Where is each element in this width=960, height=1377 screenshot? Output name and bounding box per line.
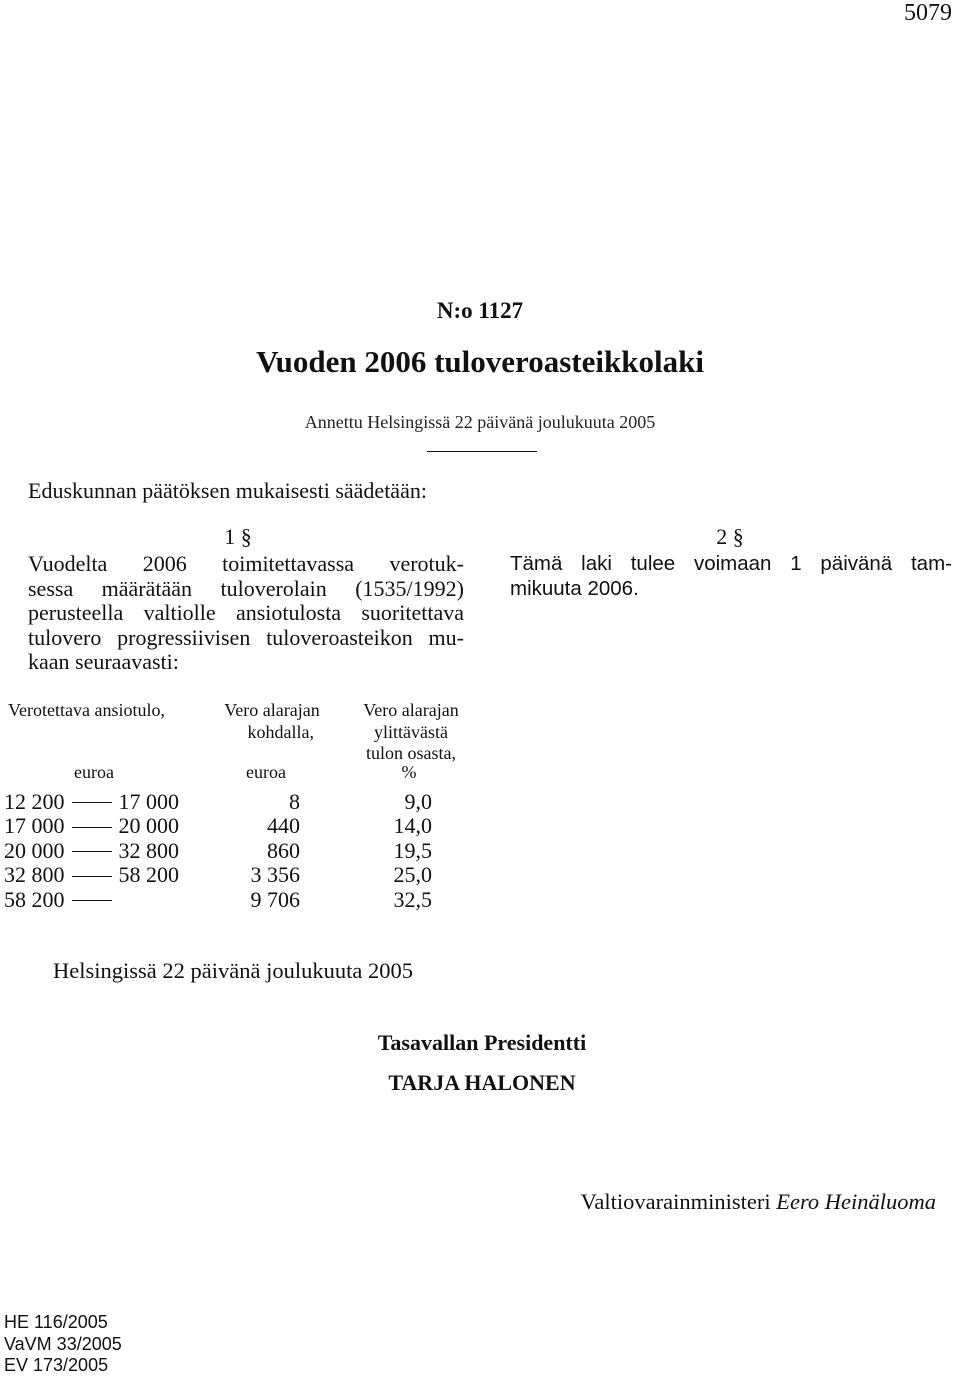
section-2-line: mikuuta 2006. <box>510 576 639 600</box>
section-1-line: tulovero progressiivisen tuloveroasteikon mu- <box>28 624 464 650</box>
income-to: 32 800 <box>118 837 179 863</box>
law-number: N:o 1127 <box>436 298 524 323</box>
table-header-base-tax: Vero alarajan <box>224 700 320 720</box>
table-header-rate: Vero alarajan <box>363 700 459 720</box>
page-number: 5079 <box>904 0 952 26</box>
law-title: Vuoden 2006 tuloveroasteikkolaki <box>256 344 704 379</box>
table-header-rate: ylittävästä <box>374 722 448 742</box>
income-from: 20 000 <box>4 837 65 863</box>
tax-rate: 25,0 <box>393 862 432 888</box>
income-from: 17 000 <box>4 813 65 839</box>
income-to: 58 200 <box>118 862 179 888</box>
base-tax: 860 <box>267 837 300 863</box>
range-dash <box>72 802 112 803</box>
minister-role: Valtiovarainministeri <box>580 1189 771 1214</box>
section-1-line: perusteella valtiolle ansiotulosta suoritettava <box>28 600 464 626</box>
income-to: 17 000 <box>118 789 179 814</box>
table-row <box>4 839 179 863</box>
table-row <box>4 790 179 814</box>
president-name: TARJA HALONEN <box>388 1070 576 1095</box>
tax-rate: 19,5 <box>393 837 432 863</box>
table-header-base-tax-unit: euroa <box>246 762 286 782</box>
range-dash <box>72 851 112 852</box>
section-1-number: 1 § <box>224 524 252 549</box>
tax-rate: 9,0 <box>404 789 432 814</box>
section-1-line: sessa määrätään tuloverolain (1535/1992) <box>28 575 464 601</box>
table-header-base-tax: kohdalla, <box>247 722 314 742</box>
table-header-rate: tulon osasta, <box>366 743 456 763</box>
base-tax: 440 <box>267 813 300 839</box>
table-header-rate-unit: % <box>401 762 417 782</box>
place-date: Helsingissä 22 päivänä joulukuuta 2005 <box>53 958 413 983</box>
income-from: 58 200 <box>4 886 65 912</box>
reference-item: HE 116/2005 <box>4 1312 108 1332</box>
table-row <box>4 814 179 838</box>
section-2-line: Tämä laki tulee voimaan 1 päivänä tam- <box>510 552 952 575</box>
range-dash <box>72 827 112 828</box>
section-1-line: kaan seuraavasti: <box>28 649 179 675</box>
reference-item: VaVM 33/2005 <box>4 1333 122 1354</box>
minister-signature <box>581 1189 936 1215</box>
given-date: Annettu Helsingissä 22 päivänä joulukuuta 2005 <box>304 412 656 432</box>
tax-rate: 14,0 <box>393 813 432 839</box>
president-title: Tasavallan Presidentti <box>377 1030 587 1055</box>
section-1-text <box>28 552 464 675</box>
range-dash <box>72 900 112 901</box>
section-2-text <box>510 552 952 601</box>
legislative-references <box>4 1312 122 1377</box>
income-to: 20 000 <box>118 813 179 839</box>
minister-name: Eero Heinäluoma <box>776 1189 936 1214</box>
table-row <box>4 888 119 912</box>
table-header-income-unit: euroa <box>74 762 114 782</box>
base-tax: 3 356 <box>250 862 300 888</box>
income-from: 12 200 <box>4 789 65 814</box>
table-header-income: Verotettava ansiotulo, <box>8 700 165 720</box>
tax-rate: 32,5 <box>393 886 432 912</box>
income-from: 32 800 <box>4 862 65 888</box>
section-2-number: 2 § <box>716 524 744 549</box>
range-dash <box>72 876 112 877</box>
title-divider <box>427 451 537 452</box>
table-row <box>4 863 179 887</box>
reference-item: EV 173/2005 <box>4 1355 109 1375</box>
base-tax: 9 706 <box>250 886 300 912</box>
section-1-line: Vuodelta 2006 toimitettavassa verotuk- <box>28 551 464 576</box>
base-tax: 8 <box>289 789 300 814</box>
enactment-clause: Eduskunnan päätöksen mukaisesti säädetään: <box>28 478 427 503</box>
